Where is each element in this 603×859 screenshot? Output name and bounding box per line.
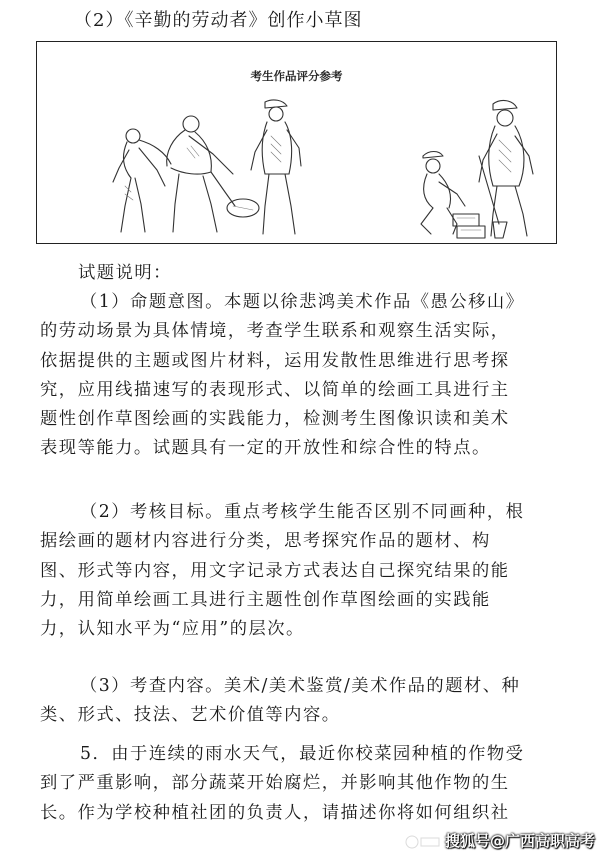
paragraph-line: （1）命题意图。本题以徐悲鸿美术作品《愚公移山》	[80, 292, 525, 312]
watermark: 搜狐号@广西高职高考	[444, 832, 595, 850]
question-heading: （2）《辛勤的劳动者》创作小草图	[74, 10, 363, 31]
paragraph-line: （2）考核目标。重点考核学生能否区别不同画种，根	[80, 502, 525, 522]
figure-caption: 考生作品评分参考	[250, 69, 343, 83]
paragraph-line: 图、形式等内容，用文字记录方式表达自己探究结果的能	[40, 560, 510, 581]
paragraph-line: 类、形式、技法、艺术价值等内容。	[40, 705, 341, 726]
laborers-sketch-left	[95, 96, 315, 240]
paragraph-line: 据绘画的题材内容进行分类，思考探究作品的题材、构	[40, 531, 491, 552]
paragraph-line: （3）考查内容。美术/美术鉴赏/美术作品的题材、种	[80, 676, 521, 696]
faint-watermark-icon	[405, 835, 441, 849]
paragraph-line: 长。作为学校种植社团的负责人，请描述你将如何组织社	[40, 802, 510, 823]
paragraph-line: 到了严重影响，部分蔬菜开始腐烂，并影响其他作物的生	[40, 773, 510, 794]
paragraph-line: 表现等能力。试题具有一定的开放性和综合性的特点。	[40, 438, 491, 459]
paragraph-3	[40, 672, 570, 731]
paragraph-line: 力，认知水平为“应用”的层次。	[40, 619, 305, 640]
paragraph-2	[40, 498, 570, 644]
paragraph-line: 依据提供的主题或图片材料，运用发散性思维进行思考探	[40, 350, 510, 371]
section-title: 试题说明：	[78, 263, 172, 283]
paragraph-1	[40, 288, 570, 464]
paragraph-line: 究，应用线描速写的表现形式、以简单的绘画工具进行主	[40, 379, 510, 400]
question-5	[40, 740, 570, 828]
paragraph-line: 题性创作草图绘画的实践能力，检测考生图像识读和美术	[40, 409, 510, 430]
paragraph-line: 力，用简单绘画工具进行主题性创作草图绘画的实践能	[40, 589, 491, 610]
paragraph-line: 的劳动场景为具体情境，考查学生联系和观察生活实际，	[40, 321, 510, 342]
reference-figure	[36, 41, 557, 244]
laborers-sketch-right	[413, 96, 553, 240]
paragraph-line: 5．由于连续的雨水天气，最近你校菜园种植的作物受	[80, 744, 525, 764]
